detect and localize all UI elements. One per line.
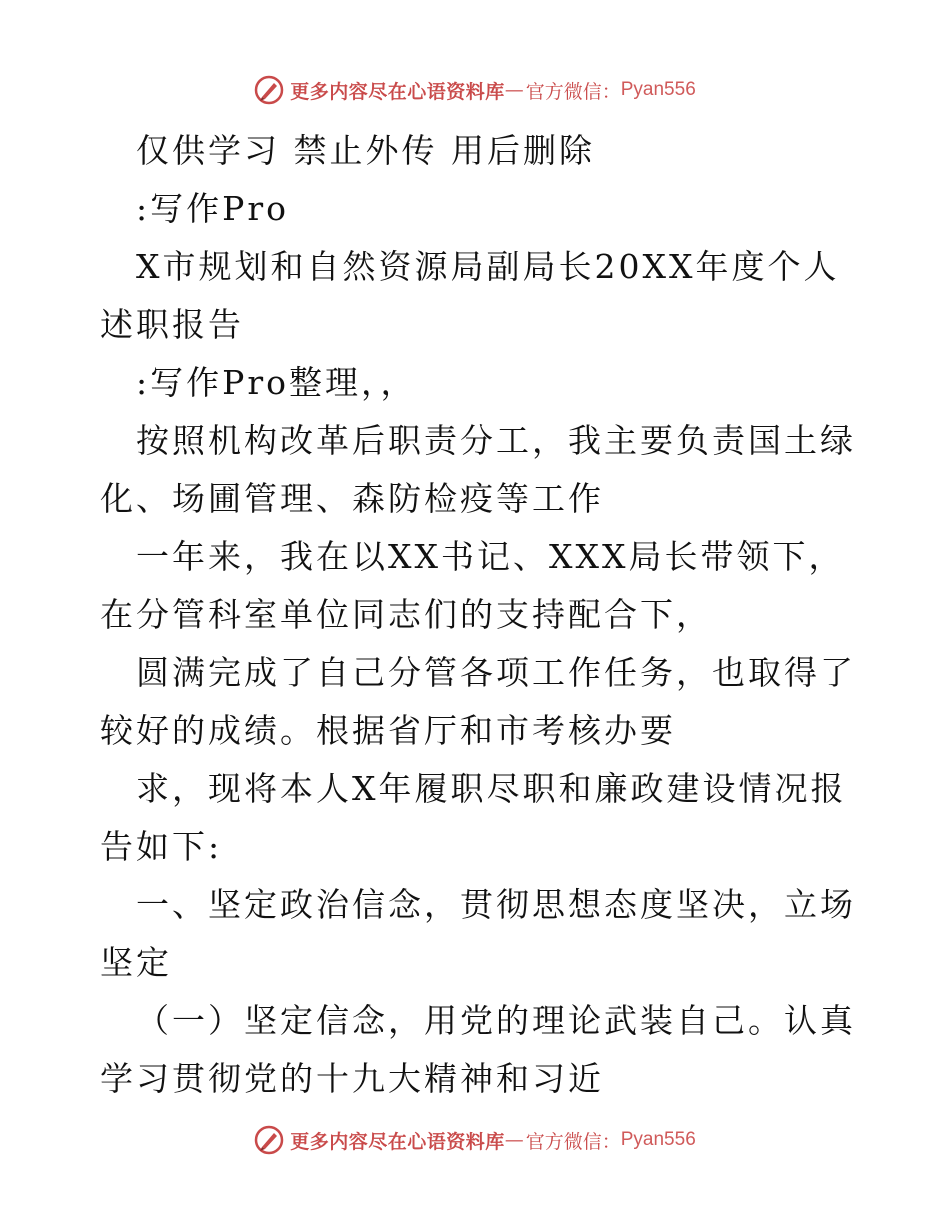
paragraph: （一）坚定信念，用党的理论武装自己。认真学习贯彻党的十九大精神和习近 [100, 1001, 856, 1098]
banner-wechat-id: Pyan556 [620, 79, 696, 100]
header-watermark-banner [0, 70, 950, 110]
banner-title: 更多内容尽在心语资料库 [290, 80, 505, 103]
pen-logo-icon [254, 1125, 284, 1155]
paragraph: 一年来，我在以XX书记、XXX局长带领下，在分管科室单位同志们的支持配合下， [100, 537, 845, 634]
footer-watermark-banner [0, 1120, 950, 1160]
banner-official-label: 官方微信： [525, 1130, 621, 1153]
paragraph: 按照机构改革后职责分工，我主要负责国土绿化、场圃管理、森防检疫等工作 [100, 421, 856, 518]
paragraph: :写作Pro [136, 189, 289, 228]
banner-title: 更多内容尽在心语资料库 [290, 1130, 505, 1153]
paragraph: X市规划和自然资源局副局长20XX年度个人述职报告 [100, 247, 840, 344]
paragraph: 求，现将本人X年履职尽职和廉政建设情况报告如下: [100, 769, 847, 866]
paragraph: 仅供学习 禁止外传 用后删除 [136, 131, 595, 170]
document-body [100, 122, 860, 1108]
banner-separator: — [504, 79, 524, 101]
paragraph: 圆满完成了自己分管各项工作任务，也取得了较好的成绩。根据省厅和市考核办要 [100, 653, 856, 750]
paragraph: :写作Pro整理，， [136, 363, 417, 402]
banner-official-label: 官方微信： [525, 80, 621, 103]
banner-wechat-id: Pyan556 [620, 1129, 696, 1150]
pen-logo-icon [254, 75, 284, 105]
banner-separator: — [504, 1129, 524, 1151]
paragraph: 一、坚定政治信念，贯彻思想态度坚决，立场坚定 [100, 885, 856, 982]
